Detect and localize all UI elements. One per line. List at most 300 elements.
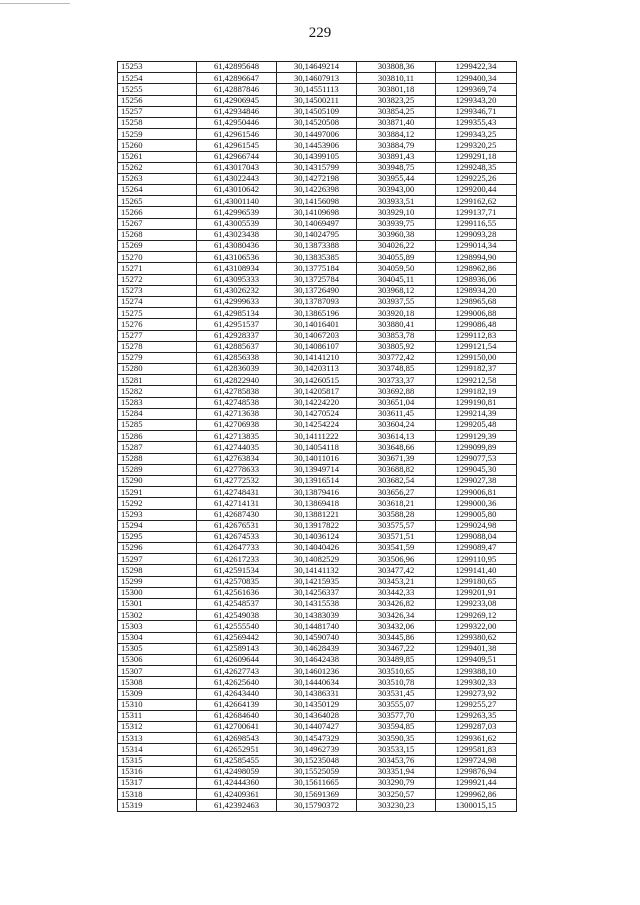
x-coordinate-cell: 303510,65 [357, 666, 436, 677]
table-row [118, 498, 517, 509]
latitude-cell: 61,42763834 [197, 453, 277, 464]
x-coordinate-cell: 303805,92 [357, 341, 436, 352]
y-coordinate-cell: 1299361,62 [436, 733, 517, 744]
point-id-cell: 15285 [118, 420, 197, 431]
point-id-cell: 15267 [118, 218, 197, 229]
point-id-cell: 15312 [118, 722, 197, 733]
latitude-cell: 61,42885637 [197, 341, 277, 352]
y-coordinate-cell: 1299212,58 [436, 375, 517, 386]
longitude-cell: 30,13835385 [277, 252, 357, 263]
latitude-cell: 61,42785838 [197, 386, 277, 397]
table-row [118, 677, 517, 688]
longitude-cell: 30,13726490 [277, 285, 357, 296]
x-coordinate-cell: 304059,50 [357, 263, 436, 274]
table-row [118, 319, 517, 330]
table-row [118, 106, 517, 117]
x-coordinate-cell: 303467,22 [357, 643, 436, 654]
point-id-cell: 15307 [118, 666, 197, 677]
x-coordinate-cell: 303891,43 [357, 151, 436, 162]
y-coordinate-cell: 1299162,62 [436, 196, 517, 207]
longitude-cell: 30,14109698 [277, 207, 357, 218]
y-coordinate-cell: 1299180,65 [436, 576, 517, 587]
x-coordinate-cell: 303577,70 [357, 710, 436, 721]
table-row [118, 386, 517, 397]
point-id-cell: 15292 [118, 498, 197, 509]
table-row [118, 330, 517, 341]
longitude-cell: 30,14962739 [277, 744, 357, 755]
y-coordinate-cell: 1299112,83 [436, 330, 517, 341]
x-coordinate-cell: 303871,40 [357, 117, 436, 128]
table-row [118, 397, 517, 408]
x-coordinate-cell: 303477,42 [357, 565, 436, 576]
y-coordinate-cell: 1299006,81 [436, 487, 517, 498]
latitude-cell: 61,42928337 [197, 330, 277, 341]
latitude-cell: 61,42444360 [197, 778, 277, 789]
latitude-cell: 61,42836039 [197, 364, 277, 375]
longitude-cell: 30,14141210 [277, 352, 357, 363]
point-id-cell: 15286 [118, 431, 197, 442]
table-row [118, 196, 517, 207]
y-coordinate-cell: 1299110,95 [436, 554, 517, 565]
longitude-cell: 30,14226398 [277, 185, 357, 196]
latitude-cell: 61,42895648 [197, 62, 277, 73]
longitude-cell: 30,13916514 [277, 475, 357, 486]
x-coordinate-cell: 303614,13 [357, 431, 436, 442]
y-coordinate-cell: 1299099,89 [436, 442, 517, 453]
y-coordinate-cell: 1299255,27 [436, 699, 517, 710]
latitude-cell: 61,42392463 [197, 800, 277, 811]
table-row [118, 453, 517, 464]
x-coordinate-cell: 303445,86 [357, 632, 436, 643]
latitude-cell: 61,42409361 [197, 789, 277, 800]
y-coordinate-cell: 1299343,20 [436, 95, 517, 106]
x-coordinate-cell: 303920,18 [357, 308, 436, 319]
point-id-cell: 15290 [118, 475, 197, 486]
y-coordinate-cell: 1298936,06 [436, 274, 517, 285]
x-coordinate-cell: 303772,42 [357, 352, 436, 363]
table-row [118, 296, 517, 307]
latitude-cell: 61,42585455 [197, 755, 277, 766]
x-coordinate-cell: 303692,88 [357, 386, 436, 397]
longitude-cell: 30,13869418 [277, 498, 357, 509]
point-id-cell: 15300 [118, 587, 197, 598]
table-row [118, 587, 517, 598]
latitude-cell: 61,42548537 [197, 599, 277, 610]
longitude-cell: 30,14649214 [277, 62, 357, 73]
latitude-cell: 61,42609644 [197, 654, 277, 665]
table-row [118, 375, 517, 386]
longitude-cell: 30,14440634 [277, 677, 357, 688]
point-id-cell: 15280 [118, 364, 197, 375]
table-row [118, 755, 517, 766]
point-id-cell: 15256 [118, 95, 197, 106]
table-row [118, 654, 517, 665]
y-coordinate-cell: 1299024,98 [436, 520, 517, 531]
table-row [118, 420, 517, 431]
table-row [118, 274, 517, 285]
y-coordinate-cell: 1299205,48 [436, 420, 517, 431]
longitude-cell: 30,13865196 [277, 308, 357, 319]
longitude-cell: 30,14203113 [277, 364, 357, 375]
table-row [118, 95, 517, 106]
y-coordinate-cell: 1299581,83 [436, 744, 517, 755]
x-coordinate-cell: 303651,04 [357, 397, 436, 408]
longitude-cell: 30,14481740 [277, 621, 357, 632]
longitude-cell: 30,14350129 [277, 699, 357, 710]
longitude-cell: 30,15611665 [277, 778, 357, 789]
point-id-cell: 15298 [118, 565, 197, 576]
table-row [118, 252, 517, 263]
latitude-cell: 61,42856338 [197, 352, 277, 363]
point-id-cell: 15265 [118, 196, 197, 207]
point-id-cell: 15258 [118, 117, 197, 128]
longitude-cell: 30,13879416 [277, 487, 357, 498]
longitude-cell: 30,14407427 [277, 722, 357, 733]
latitude-cell: 61,42674533 [197, 531, 277, 542]
longitude-cell: 30,14383039 [277, 610, 357, 621]
latitude-cell: 61,42652951 [197, 744, 277, 755]
table-row [118, 62, 517, 73]
point-id-cell: 15308 [118, 677, 197, 688]
x-coordinate-cell: 303810,11 [357, 73, 436, 84]
point-id-cell: 15288 [118, 453, 197, 464]
y-coordinate-cell: 1299225,26 [436, 173, 517, 184]
x-coordinate-cell: 303955,44 [357, 173, 436, 184]
longitude-cell: 30,13787093 [277, 296, 357, 307]
latitude-cell: 61,42985134 [197, 308, 277, 319]
x-coordinate-cell: 303575,57 [357, 520, 436, 531]
x-coordinate-cell: 303453,76 [357, 755, 436, 766]
y-coordinate-cell: 1299409,51 [436, 654, 517, 665]
table-row [118, 352, 517, 363]
longitude-cell: 30,14141132 [277, 565, 357, 576]
y-coordinate-cell: 1299388,10 [436, 666, 517, 677]
page-number: 229 [308, 25, 332, 41]
point-id-cell: 15276 [118, 319, 197, 330]
point-id-cell: 15257 [118, 106, 197, 117]
longitude-cell: 30,15691369 [277, 789, 357, 800]
x-coordinate-cell: 303506,96 [357, 554, 436, 565]
y-coordinate-cell: 1299089,47 [436, 543, 517, 554]
point-id-cell: 15271 [118, 263, 197, 274]
table-row [118, 442, 517, 453]
y-coordinate-cell: 1299093,28 [436, 229, 517, 240]
latitude-cell: 61,43080436 [197, 241, 277, 252]
longitude-cell: 30,14054118 [277, 442, 357, 453]
x-coordinate-cell: 303618,21 [357, 498, 436, 509]
table-row [118, 140, 517, 151]
point-id-cell: 15263 [118, 173, 197, 184]
longitude-cell: 30,14254224 [277, 420, 357, 431]
table-row [118, 733, 517, 744]
longitude-cell: 30,14260515 [277, 375, 357, 386]
latitude-cell: 61,42934846 [197, 106, 277, 117]
x-coordinate-cell: 303510,78 [357, 677, 436, 688]
x-coordinate-cell: 303555,07 [357, 699, 436, 710]
x-coordinate-cell: 303432,06 [357, 621, 436, 632]
point-id-cell: 15297 [118, 554, 197, 565]
point-id-cell: 15304 [118, 632, 197, 643]
table-row [118, 565, 517, 576]
point-id-cell: 15284 [118, 408, 197, 419]
latitude-cell: 61,42498059 [197, 766, 277, 777]
point-id-cell: 15283 [118, 397, 197, 408]
x-coordinate-cell: 303884,79 [357, 140, 436, 151]
table-row [118, 117, 517, 128]
longitude-cell: 30,14156098 [277, 196, 357, 207]
latitude-cell: 61,42561636 [197, 587, 277, 598]
table-row [118, 688, 517, 699]
x-coordinate-cell: 303290,79 [357, 778, 436, 789]
x-coordinate-cell: 303604,24 [357, 420, 436, 431]
y-coordinate-cell: 1299182,37 [436, 364, 517, 375]
latitude-cell: 61,42966744 [197, 151, 277, 162]
table-row [118, 643, 517, 654]
latitude-cell: 61,42713638 [197, 408, 277, 419]
x-coordinate-cell: 303929,10 [357, 207, 436, 218]
x-coordinate-cell: 303533,15 [357, 744, 436, 755]
longitude-cell: 30,14607913 [277, 73, 357, 84]
latitude-cell: 61,42772532 [197, 475, 277, 486]
latitude-cell: 61,42896647 [197, 73, 277, 84]
point-id-cell: 15293 [118, 509, 197, 520]
longitude-cell: 30,15790372 [277, 800, 357, 811]
latitude-cell: 61,42887846 [197, 84, 277, 95]
point-id-cell: 15303 [118, 621, 197, 632]
table-row [118, 263, 517, 274]
y-coordinate-cell: 1299380,62 [436, 632, 517, 643]
y-coordinate-cell: 1299263,35 [436, 710, 517, 721]
latitude-cell: 61,42643440 [197, 688, 277, 699]
y-coordinate-cell: 1299086,48 [436, 319, 517, 330]
y-coordinate-cell: 1299921,44 [436, 778, 517, 789]
longitude-cell: 30,14399105 [277, 151, 357, 162]
y-coordinate-cell: 1299129,39 [436, 431, 517, 442]
table-row [118, 576, 517, 587]
point-id-cell: 15282 [118, 386, 197, 397]
latitude-cell: 61,43026232 [197, 285, 277, 296]
point-id-cell: 15313 [118, 733, 197, 744]
longitude-cell: 30,14024795 [277, 229, 357, 240]
table-row [118, 722, 517, 733]
point-id-cell: 15316 [118, 766, 197, 777]
point-id-cell: 15315 [118, 755, 197, 766]
longitude-cell: 30,14551113 [277, 84, 357, 95]
y-coordinate-cell: 1299876,94 [436, 766, 517, 777]
latitude-cell: 61,43106536 [197, 252, 277, 263]
latitude-cell: 61,42744035 [197, 442, 277, 453]
table-row [118, 621, 517, 632]
latitude-cell: 61,42748538 [197, 397, 277, 408]
y-coordinate-cell: 1299962,86 [436, 789, 517, 800]
table-row [118, 173, 517, 184]
latitude-cell: 61,43095333 [197, 274, 277, 285]
y-coordinate-cell: 1299005,80 [436, 509, 517, 520]
table-row [118, 599, 517, 610]
table-row [118, 520, 517, 531]
table-row [118, 778, 517, 789]
y-coordinate-cell: 1298965,68 [436, 296, 517, 307]
x-coordinate-cell: 303823,25 [357, 95, 436, 106]
longitude-cell: 30,14205817 [277, 386, 357, 397]
y-coordinate-cell: 1299077,53 [436, 453, 517, 464]
point-id-cell: 15272 [118, 274, 197, 285]
latitude-cell: 61,42706938 [197, 420, 277, 431]
y-coordinate-cell: 1298994,90 [436, 252, 517, 263]
latitude-cell: 61,42951537 [197, 319, 277, 330]
y-coordinate-cell: 1299422,34 [436, 62, 517, 73]
x-coordinate-cell: 303571,51 [357, 531, 436, 542]
longitude-cell: 30,14215935 [277, 576, 357, 587]
y-coordinate-cell: 1299121,54 [436, 341, 517, 352]
y-coordinate-cell: 1299201,91 [436, 587, 517, 598]
x-coordinate-cell: 303230,23 [357, 800, 436, 811]
point-id-cell: 15268 [118, 229, 197, 240]
longitude-cell: 30,14036124 [277, 531, 357, 542]
point-id-cell: 15289 [118, 464, 197, 475]
table-row [118, 699, 517, 710]
y-coordinate-cell: 1299027,38 [436, 475, 517, 486]
y-coordinate-cell: 1299320,25 [436, 140, 517, 151]
table-row [118, 666, 517, 677]
x-coordinate-cell: 303801,18 [357, 84, 436, 95]
x-coordinate-cell: 303939,75 [357, 218, 436, 229]
x-coordinate-cell: 303808,36 [357, 62, 436, 73]
x-coordinate-cell: 303671,39 [357, 453, 436, 464]
x-coordinate-cell: 303937,55 [357, 296, 436, 307]
x-coordinate-cell: 304026,22 [357, 241, 436, 252]
table-row [118, 487, 517, 498]
x-coordinate-cell: 303541,59 [357, 543, 436, 554]
longitude-cell: 30,13917822 [277, 520, 357, 531]
point-id-cell: 15291 [118, 487, 197, 498]
point-id-cell: 15309 [118, 688, 197, 699]
y-coordinate-cell: 1299273,92 [436, 688, 517, 699]
x-coordinate-cell: 303968,12 [357, 285, 436, 296]
longitude-cell: 30,14086107 [277, 341, 357, 352]
x-coordinate-cell: 303351,94 [357, 766, 436, 777]
point-id-cell: 15273 [118, 285, 197, 296]
table-row [118, 789, 517, 800]
y-coordinate-cell: 1299401,38 [436, 643, 517, 654]
x-coordinate-cell: 303884,12 [357, 129, 436, 140]
point-id-cell: 15296 [118, 543, 197, 554]
latitude-cell: 61,43023438 [197, 229, 277, 240]
y-coordinate-cell: 1299137,71 [436, 207, 517, 218]
latitude-cell: 61,42961545 [197, 140, 277, 151]
y-coordinate-cell: 1299724,98 [436, 755, 517, 766]
latitude-cell: 61,42589143 [197, 643, 277, 654]
point-id-cell: 15319 [118, 800, 197, 811]
latitude-cell: 61,42687430 [197, 509, 277, 520]
y-coordinate-cell: 1299369,74 [436, 84, 517, 95]
x-coordinate-cell: 303960,38 [357, 229, 436, 240]
point-id-cell: 15299 [118, 576, 197, 587]
longitude-cell: 30,14069497 [277, 218, 357, 229]
table-row [118, 151, 517, 162]
longitude-cell: 30,14111222 [277, 431, 357, 442]
point-id-cell: 15318 [118, 789, 197, 800]
table-row [118, 800, 517, 811]
x-coordinate-cell: 303648,66 [357, 442, 436, 453]
longitude-cell: 30,15235048 [277, 755, 357, 766]
coordinates-table-body [118, 62, 517, 812]
y-coordinate-cell: 1299141,40 [436, 565, 517, 576]
latitude-cell: 61,43001140 [197, 196, 277, 207]
latitude-cell: 61,42569442 [197, 632, 277, 643]
latitude-cell: 61,42684640 [197, 710, 277, 721]
x-coordinate-cell: 303748,85 [357, 364, 436, 375]
y-coordinate-cell: 1299355,43 [436, 117, 517, 128]
latitude-cell: 61,43022443 [197, 173, 277, 184]
point-id-cell: 15259 [118, 129, 197, 140]
x-coordinate-cell: 303943,00 [357, 185, 436, 196]
y-coordinate-cell: 1299233,08 [436, 599, 517, 610]
latitude-cell: 61,42625640 [197, 677, 277, 688]
longitude-cell: 30,14016401 [277, 319, 357, 330]
latitude-cell: 61,42822940 [197, 375, 277, 386]
table-row [118, 207, 517, 218]
x-coordinate-cell: 303588,28 [357, 509, 436, 520]
y-coordinate-cell: 1299322,00 [436, 621, 517, 632]
table-row [118, 632, 517, 643]
point-id-cell: 15281 [118, 375, 197, 386]
x-coordinate-cell: 303853,78 [357, 330, 436, 341]
table-row [118, 610, 517, 621]
point-id-cell: 15270 [118, 252, 197, 263]
x-coordinate-cell: 303250,57 [357, 789, 436, 800]
longitude-cell: 30,14642438 [277, 654, 357, 665]
x-coordinate-cell: 303688,82 [357, 464, 436, 475]
x-coordinate-cell: 303854,25 [357, 106, 436, 117]
table-row [118, 308, 517, 319]
table-row [118, 408, 517, 419]
table-row [118, 509, 517, 520]
point-id-cell: 15287 [118, 442, 197, 453]
point-id-cell: 15254 [118, 73, 197, 84]
x-coordinate-cell: 303933,51 [357, 196, 436, 207]
latitude-cell: 61,43017043 [197, 162, 277, 173]
table-row [118, 543, 517, 554]
y-coordinate-cell: 1299045,30 [436, 464, 517, 475]
point-id-cell: 15301 [118, 599, 197, 610]
latitude-cell: 61,42664139 [197, 699, 277, 710]
y-coordinate-cell: 1299200,44 [436, 185, 517, 196]
table-row [118, 531, 517, 542]
latitude-cell: 61,42996539 [197, 207, 277, 218]
x-coordinate-cell: 303426,34 [357, 610, 436, 621]
latitude-cell: 61,43005539 [197, 218, 277, 229]
latitude-cell: 61,42748431 [197, 487, 277, 498]
table-row [118, 464, 517, 475]
longitude-cell: 30,13881221 [277, 509, 357, 520]
y-coordinate-cell: 1299182,19 [436, 386, 517, 397]
point-id-cell: 15253 [118, 62, 197, 73]
table-row [118, 431, 517, 442]
point-id-cell: 15310 [118, 699, 197, 710]
point-id-cell: 15260 [118, 140, 197, 151]
y-coordinate-cell: 1299000,36 [436, 498, 517, 509]
latitude-cell: 61,42617233 [197, 554, 277, 565]
x-coordinate-cell: 303426,82 [357, 599, 436, 610]
latitude-cell: 61,42700641 [197, 722, 277, 733]
table-row [118, 218, 517, 229]
x-coordinate-cell: 304055,89 [357, 252, 436, 263]
latitude-cell: 61,42906945 [197, 95, 277, 106]
latitude-cell: 61,42713835 [197, 431, 277, 442]
x-coordinate-cell: 303733,37 [357, 375, 436, 386]
x-coordinate-cell: 303682,54 [357, 475, 436, 486]
